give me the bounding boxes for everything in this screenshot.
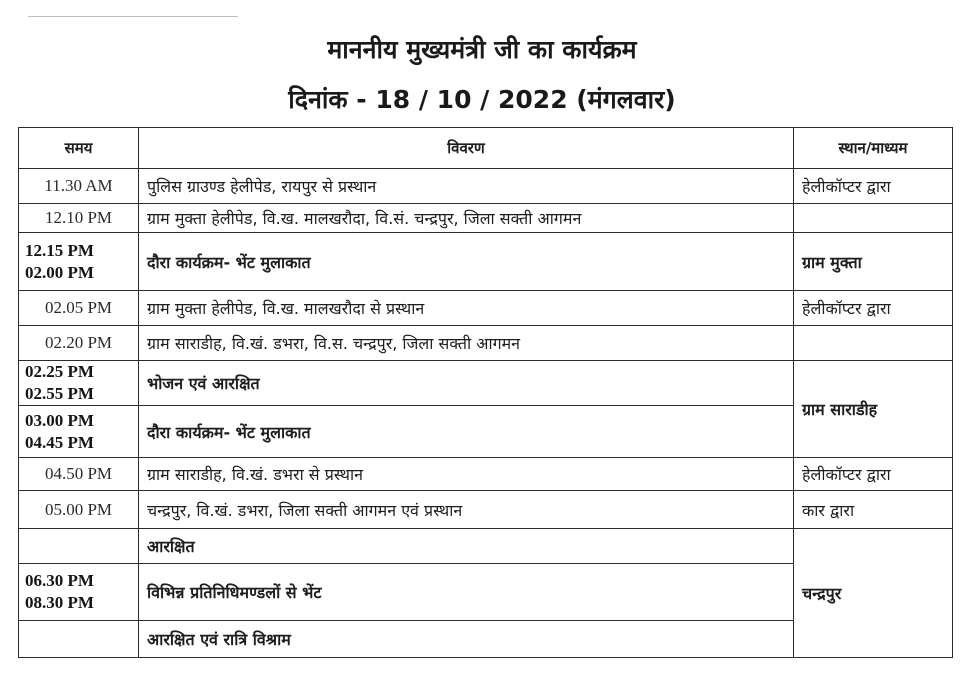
table-row	[19, 491, 953, 529]
table-row	[19, 361, 953, 406]
place-cell: हेलीकॉप्टर द्वारा	[794, 458, 953, 491]
time-end: 08.30 PM	[25, 593, 94, 612]
time-cell: 12.10 PM	[19, 204, 139, 233]
description-cell: पुलिस ग्राउण्ड हेलीपेड, रायपुर से प्रस्थान	[139, 169, 794, 204]
time-cell: 04.50 PM	[19, 458, 139, 491]
table-header-row	[19, 128, 953, 169]
description-cell: ग्राम मुक्ता हेलीपेड, वि.ख. मालखरौदा, वि.सं. चन्द्रपुर, जिला सक्ती आगमन	[139, 204, 794, 233]
table-row	[19, 169, 953, 204]
place-cell: कार द्वारा	[794, 491, 953, 529]
description-cell: दौरा कार्यक्रम- भेंट मुलाकात	[139, 233, 794, 291]
place-cell: चन्द्रपुर	[794, 529, 953, 658]
time-end: 04.45 PM	[25, 432, 94, 452]
place-cell	[794, 326, 953, 361]
table-row	[19, 458, 953, 491]
table-row	[19, 326, 953, 361]
description-cell: ग्राम साराडीह, वि.खं. डभरा, वि.स. चन्द्रपुर, जिला सक्ती आगमन	[139, 326, 794, 361]
document-title: माननीय मुख्यमंत्री जी का कार्यक्रम	[327, 35, 637, 64]
description-cell: आरक्षित	[139, 529, 794, 564]
description-cell: विभिन्न प्रतिनिधिमण्डलों से भेंट	[139, 564, 794, 621]
header-description: विवरण	[139, 128, 794, 169]
time-cell: 02.20 PM	[19, 326, 139, 361]
header-time: समय	[19, 128, 139, 169]
time-range-cell	[19, 564, 139, 621]
place-cell	[794, 204, 953, 233]
schedule-table	[18, 127, 953, 658]
table-row	[19, 233, 953, 291]
place-cell: हेलीकॉप्टर द्वारा	[794, 291, 953, 326]
time-end: 02.00 PM	[25, 262, 94, 282]
time-range-cell	[19, 361, 139, 406]
description-cell: आरक्षित एवं रात्रि विश्राम	[139, 621, 794, 658]
time-start: 02.25 PM	[25, 362, 94, 381]
description-cell: ग्राम साराडीह, वि.खं. डभरा से प्रस्थान	[139, 458, 794, 491]
time-cell	[19, 621, 139, 658]
table-row	[19, 204, 953, 233]
description-cell: भोजन एवं आरक्षित	[139, 361, 794, 406]
description-cell: ग्राम मुक्ता हेलीपेड, वि.ख. मालखरौदा से प्रस्थान	[139, 291, 794, 326]
scan-edge-line	[28, 16, 238, 17]
time-end: 02.55 PM	[25, 384, 94, 403]
table-row	[19, 529, 953, 564]
place-cell: ग्राम साराडीह	[794, 361, 953, 458]
place-cell: ग्राम मुक्ता	[794, 233, 953, 291]
time-start: 03.00 PM	[25, 410, 94, 430]
time-cell	[19, 529, 139, 564]
time-start: 06.30 PM	[25, 571, 94, 590]
table-row	[19, 291, 953, 326]
time-cell: 05.00 PM	[19, 491, 139, 529]
time-range-cell	[19, 233, 139, 291]
description-cell: चन्द्रपुर, वि.खं. डभरा, जिला सक्ती आगमन एवं प्रस्थान	[139, 491, 794, 529]
place-cell: हेलीकॉप्टर द्वारा	[794, 169, 953, 204]
time-cell: 02.05 PM	[19, 291, 139, 326]
document-date: दिनांक - 18 / 10 / 2022 (मंगलवार)	[288, 85, 676, 114]
description-cell: दौरा कार्यक्रम- भेंट मुलाकात	[139, 406, 794, 458]
time-cell: 11.30 AM	[19, 169, 139, 204]
time-start: 12.15 PM	[25, 240, 94, 260]
header-place: स्थान/माध्यम	[794, 128, 953, 169]
time-range-cell	[19, 406, 139, 458]
